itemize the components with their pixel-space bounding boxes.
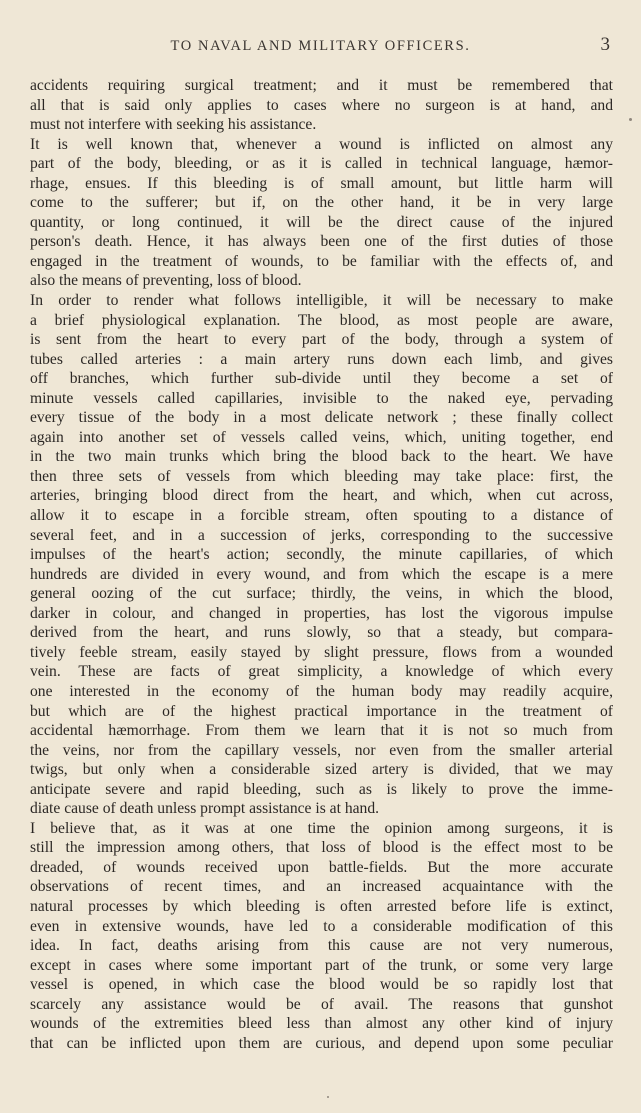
text-line: off branches, which further sub-divide until they become a set of	[30, 370, 613, 388]
text-line: also the means of preventing, loss of blood.	[30, 272, 302, 290]
text-line: vein. These are facts of great simplicity, a knowledge of which every	[30, 663, 613, 681]
text-line: It is well known that, whenever a wound is inflicted on almost any	[30, 135, 613, 153]
text-line: that can be inflicted upon them are curious, and depend upon some peculiar	[30, 1034, 613, 1052]
text-line: tubes called arteries : a main artery runs down each limb, and gives	[30, 350, 613, 368]
text-line: one interested in the economy of the human body may readily acquire,	[30, 682, 613, 700]
text-line: hundreds are divided in every wound, and from which the escape is a mere	[30, 565, 613, 583]
text-line: vessel is opened, in which case the blood would be so rapidly lost that	[30, 976, 613, 994]
text-line: impulses of the heart's action; secondly, the minute capillaries, of which	[30, 546, 613, 564]
paper-speck	[629, 118, 632, 121]
text-line: arteries, bringing blood direct from the heart, and which, when cut across,	[30, 487, 613, 505]
text-line: even in extensive wounds, have led to a considerable modification of this	[30, 917, 613, 935]
text-line: natural processes by which bleeding is often arrested before life is extinct,	[30, 897, 613, 915]
page-header	[0, 34, 641, 60]
text-line: allow it to escape in a forcible stream, often spouting to a distance of	[30, 507, 613, 525]
text-line: the veins, nor from the capillary vessels, nor even from the smaller arterial	[30, 741, 613, 759]
text-line: I believe that, as it was at one time the opinion among surgeons, it is	[30, 819, 613, 837]
text-line: again into another set of vessels called veins, which, uniting together, end	[30, 428, 613, 446]
text-line: idea. In fact, deaths arising from this cause are not very numerous,	[30, 937, 613, 955]
paper-speck	[327, 1096, 329, 1098]
text-line: dreaded, of wounds received upon battle-fields. But the more accurate	[30, 858, 613, 876]
text-line: scarcely any assistance would be of avail. The reasons that gunshot	[30, 995, 613, 1013]
text-line: twigs, but only when a considerable sized artery is divided, that we may	[30, 761, 613, 779]
text-line: wounds of the extremities bleed less than almost any other kind of injury	[30, 1015, 613, 1033]
text-line: person's death. Hence, it has always been one of the first duties of those	[30, 233, 613, 251]
text-line: every tissue of the body in a most delicate network ; these finally collect	[30, 409, 613, 427]
text-line: come to the sufferer; but if, on the other hand, it be in very large	[30, 194, 613, 212]
text-line: anticipate severe and rapid bleeding, such as is likely to prove the imme-	[30, 780, 613, 798]
text-line: accidental hæmorrhage. From them we learn that it is not so much from	[30, 722, 613, 740]
text-line: must not interfere with seeking his assistance.	[30, 116, 317, 134]
text-line: is sent from the heart to every part of the body, through a system of	[30, 331, 613, 349]
text-line: all that is said only applies to cases where no surgeon is at hand, and	[30, 96, 613, 114]
text-line: except in cases where some important part of the trunk, or some very large	[30, 956, 613, 974]
text-line: quantity, or long continued, it will be the direct cause of the injured	[30, 213, 613, 231]
text-line: darker in colour, and changed in properties, has lost the vigorous impulse	[30, 604, 613, 622]
text-line: still the impression among others, that loss of blood is the effect most to be	[30, 839, 613, 857]
text-line: tively feeble stream, easily stayed by slight pressure, flows from a wounded	[30, 643, 613, 661]
text-line: observations of recent times, and an increased acquaintance with the	[30, 878, 613, 896]
running-head: TO NAVAL AND MILITARY OFFICERS.	[170, 38, 471, 54]
text-line: engaged in the treatment of wounds, to be familiar with the effects of, and	[30, 252, 613, 270]
text-line: rhage, ensues. If this bleeding is of small amount, but little harm will	[30, 174, 613, 192]
text-line: diate cause of death unless prompt assistance is at hand.	[30, 800, 380, 818]
page-number: 3	[600, 34, 610, 55]
text-line: general oozing of the cut surface; thirdly, the veins, in which the blood,	[30, 585, 613, 603]
text-line: accidents requiring surgical treatment; and it must be remembered that	[30, 77, 613, 94]
text-line: derived from the heart, and runs slowly, so that a steady, but compara-	[30, 624, 613, 642]
text-line: a brief physiological explanation. The blood, as most people are aware,	[30, 311, 613, 329]
text-line: then three sets of vessels from which bleeding may take place: first, the	[30, 467, 613, 485]
text-line: in the two main trunks which bring the blood back to the heart. We have	[30, 448, 613, 466]
text-line: minute vessels called capillaries, invisible to the naked eye, pervading	[30, 389, 613, 407]
body-text	[30, 76, 613, 1053]
text-line: several feet, and in a succession of jerks, corresponding to the successive	[30, 526, 613, 544]
text-line: In order to render what follows intelligible, it will be necessary to make	[30, 292, 613, 310]
text-line: part of the body, bleeding, or as it is called in technical language, hæmor-	[30, 155, 613, 173]
text-line: but which are of the highest practical importance in the treatment of	[30, 702, 613, 720]
